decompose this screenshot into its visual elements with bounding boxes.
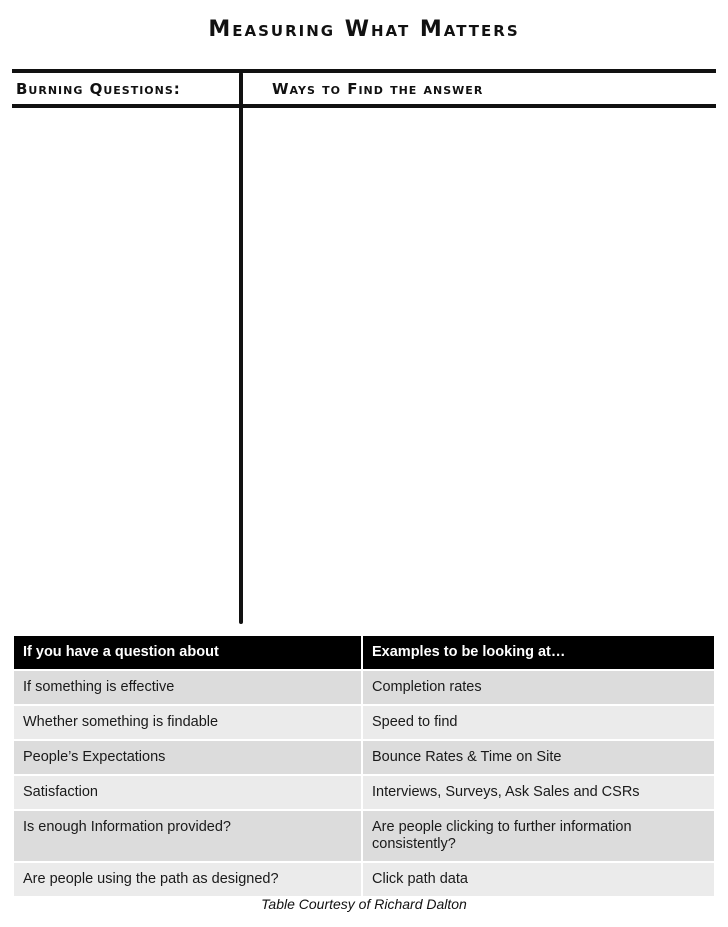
header-question: If you have a question about (14, 636, 361, 669)
top-rule (12, 69, 716, 73)
example-cell: Speed to find (363, 706, 714, 739)
table-row (14, 776, 714, 809)
question-cell: If something is effective (14, 671, 361, 704)
question-cell: Is enough Information provided? (14, 811, 361, 861)
question-cell: Are people using the path as designed? (14, 863, 361, 896)
question-cell: Whether something is findable (14, 706, 361, 739)
table-row (14, 706, 714, 739)
table-row (14, 863, 714, 896)
example-cell: Click path data (363, 863, 714, 896)
question-cell: People’s Expectations (14, 741, 361, 774)
table-row (14, 671, 714, 704)
header-rule (12, 104, 716, 108)
table-row (14, 811, 714, 861)
example-cell: Are people clicking to further information consistently? (363, 811, 714, 861)
example-cell: Interviews, Surveys, Ask Sales and CSRs (363, 776, 714, 809)
page-title: Measuring What Matters (208, 17, 520, 42)
table-caption: Table Courtesy of Richard Dalton (261, 896, 467, 912)
table-header-row (14, 636, 714, 669)
header-examples: Examples to be looking at… (363, 636, 714, 669)
metrics-table (14, 636, 714, 898)
table-row (14, 741, 714, 774)
find-answer-header: Ways to Find the answer (272, 80, 484, 98)
example-cell: Completion rates (363, 671, 714, 704)
burning-questions-header: Burning Questions: (16, 80, 181, 98)
example-cell: Bounce Rates & Time on Site (363, 741, 714, 774)
question-cell: Satisfaction (14, 776, 361, 809)
column-divider (239, 72, 243, 624)
